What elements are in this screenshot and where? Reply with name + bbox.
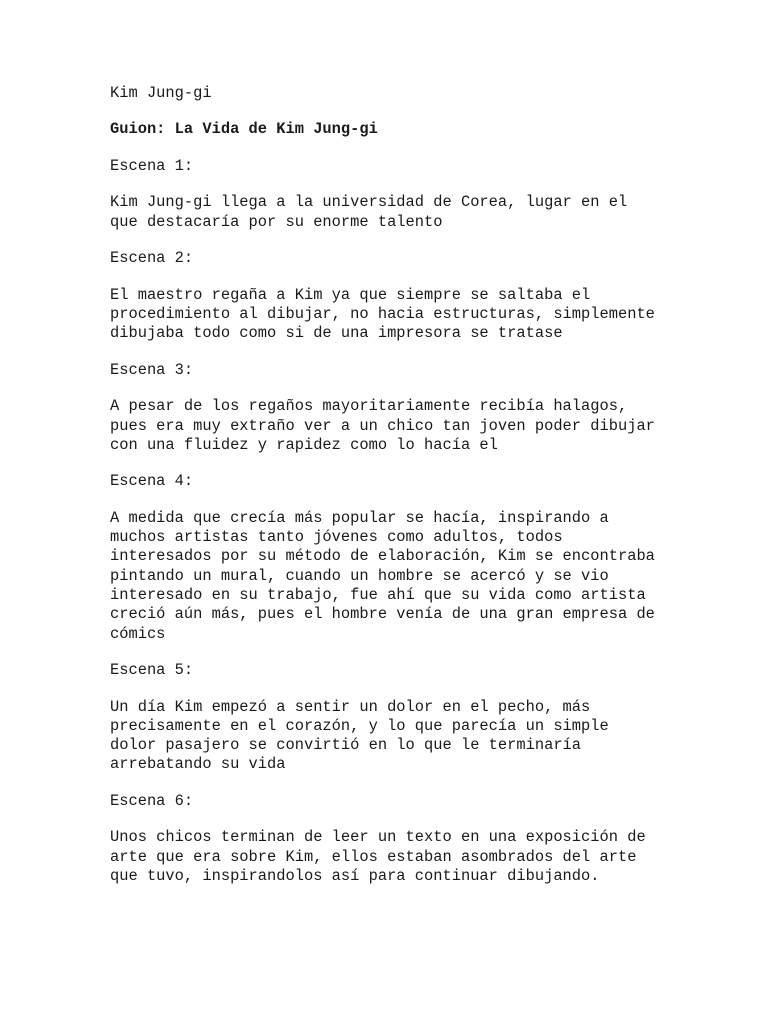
scene-text [110,828,670,886]
scene-line: que destacaría por su enorme talento [110,212,443,231]
scene-heading: Escena 2: [110,249,194,268]
scene-line: pues era muy extraño ver a un chico tan joven poder dibujar [110,416,655,435]
scene-line: Kim Jung-gi llega a la universidad de Corea, lugar en el [110,193,628,212]
document-body [110,84,670,886]
scene-line: dibujaba todo como si de una impresora se tratase [110,324,563,343]
scene-line: con una fluidez y rapidez como lo hacía el [110,435,498,454]
scene-line: Unos chicos terminan de leer un texto en una exposición de [110,828,646,847]
scene-line: precisamente en el corazón, y lo que parecía un simple [110,716,609,735]
scene-line: muchos artistas tanto jóvenes como adultos, todos [110,528,563,547]
scene-heading: Escena 5: [110,661,194,680]
scene-line: pintando un mural, cuando un hombre se acercó y se vio [110,566,609,585]
document-title: Guion: La Vida de Kim Jung-gi [110,120,378,139]
scene-heading: Escena 1: [110,156,194,175]
scene-line: dolor pasajero se convirtió en lo que le terminaría [110,736,582,755]
scene-text [110,509,670,644]
document-header: Kim Jung-gi [110,84,212,102]
scene-text [110,193,670,232]
scene-line: interesado en su trabajo, fue ahí que su vida como artista [110,586,646,605]
scene-line: arrebatando su vida [110,755,286,774]
scene-line: arte que era sobre Kim, ellos estaban asombrados del arte [110,847,637,866]
scene-line: que tuvo, inspirandolos así para continuar dibujando. [110,867,600,886]
scene-line: procedimiento al dibujar, no hacia estructuras, simplemente [110,305,655,324]
scene-text [110,286,670,344]
scene-line: creció aún más, pues el hombre venía de una gran empresa de [110,605,655,624]
scene-text [110,698,670,775]
scene-line: cómics [110,624,166,643]
scene-heading: Escena 6: [110,791,194,810]
scene-heading: Escena 3: [110,360,194,379]
scene-text [110,397,670,455]
scene-line: A medida que crecía más popular se hacía, inspirando a [110,508,609,527]
scene-line: A pesar de los regaños mayoritariamente recibía halagos, [110,397,628,416]
scene-heading: Escena 4: [110,472,194,491]
scene-line: Un día Kim empezó a sentir un dolor en el pecho, más [110,697,591,716]
scene-line: interesados por su método de elaboración, Kim se encontraba [110,547,655,566]
scene-line: El maestro regaña a Kim ya que siempre se saltaba el [110,285,591,304]
